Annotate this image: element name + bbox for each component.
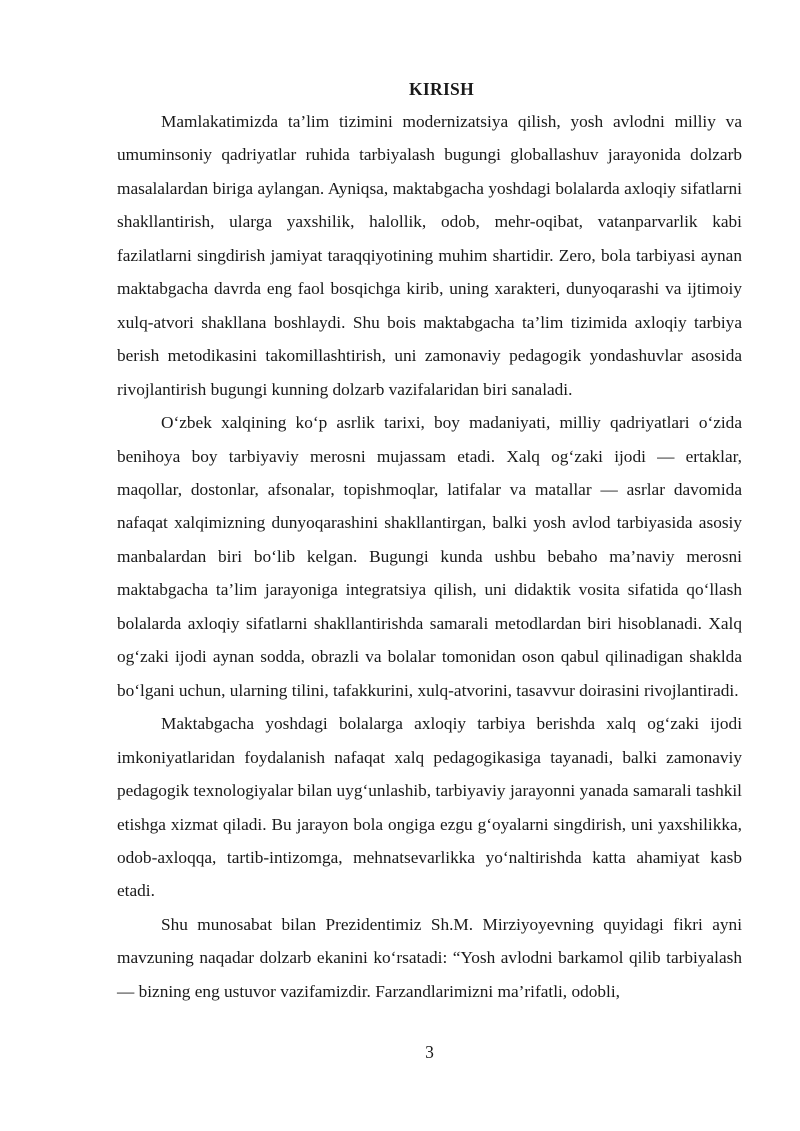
- paragraph-2: O‘zbek xalqining ko‘p asrlik tarixi, boy madaniyati, milliy qadriyatlari o‘zida benihoya boy tarbiyaviy merosni mujassam etadi. Xalq og‘zaki ijodi — ertaklar, maqollar, dostonlar, afsonalar, topishmoqlar, latifalar va matallar — asrlar davomida nafaqat xalqimizning dunyoqarashini shakllantirgan, balki yosh avlod tarbiyasida asosiy manbalardan biri bo‘lib kelgan. Bugungi kunda ushbu bebaho ma’naviy merosni maktabgacha ta’lim jarayoniga integratsiya qilish, uni didaktik vosita sifatida qo‘llash bolalarda axloqiy sifatlarni shakllantirishda samarali metodlardan biri hisoblanadi. Xalq og‘zaki ijodi aynan sodda, obrazli va bolalar tomonidan oson qabul qilinadigan shaklda bo‘lgani uchun, ularning tilini, tafakkurini, xulq-atvorini, tasavvur doirasini rivojlantiradi.: [117, 413, 742, 700]
- section-title: KIRISH: [408, 79, 474, 99]
- paragraph-3: Maktabgacha yoshdagi bolalarga axloqiy tarbiya berishda xalq og‘zaki ijodi imkoniyatlaridan foydalanish nafaqat xalq pedagogikasiga tayanadi, balki zamonaviy pedagogik texnologiyalar bilan uyg‘unlashib, tarbiyaviy jarayonni yanada samarali tashkil etishga xizmat qiladi. Bu jarayon bola ongiga ezgu g‘oyalarni singdirish, uni yaxshilikka, odob-axloqqa, tartib-intizomga, mehnatsevarlikka yo‘naltirishda katta ahamiyat kasb etadi.: [117, 714, 742, 901]
- paragraph-1: Mamlakatimizda ta’lim tizimini modernizatsiya qilish, yosh avlodni milliy va umuminsoniy qadriyatlar ruhida tarbiyalash bugungi globallashuv jarayonida dolzarb masalalardan biriga aylangan. Ayniqsa, maktabgacha yoshdagi bolalarda axloqiy sifatlarni shakllantirish, ularga yaxshilik, halollik, odob, mehr-oqibat, vatanparvarlik kabi fazilatlarni singdirish jamiyat taraqqiyotining muhim shartidir. Zero, bola tarbiyasi aynan maktabgacha davrda eng faol bosqichga kirib, uning xarakteri, dunyoqarashi va ijtimoiy xulq-atvori shakllana boshlaydi. Shu bois maktabgacha ta’lim tizimida axloqiy tarbiya berish metodikasini takomillashtirish, uni zamonaviy pedagogik yondashuvlar asosida rivojlantirish bugungi kunning dolzarb vazifalaridan biri sanaladi.: [117, 112, 742, 399]
- body-text: [117, 105, 742, 1008]
- paragraph-4: Shu munosabat bilan Prezidentimiz Sh.M. Mirziyoyevning quyidagi fikri ayni mavzuning naqadar dolzarb ekanini ko‘rsatadi: “Yosh avlodni barkamol qilib tarbiyalash — bizning eng ustuvor vazifamizdir. Farzandlarimizni ma’rifatli, odobli,: [117, 914, 742, 1001]
- page-number: 3: [425, 1042, 434, 1062]
